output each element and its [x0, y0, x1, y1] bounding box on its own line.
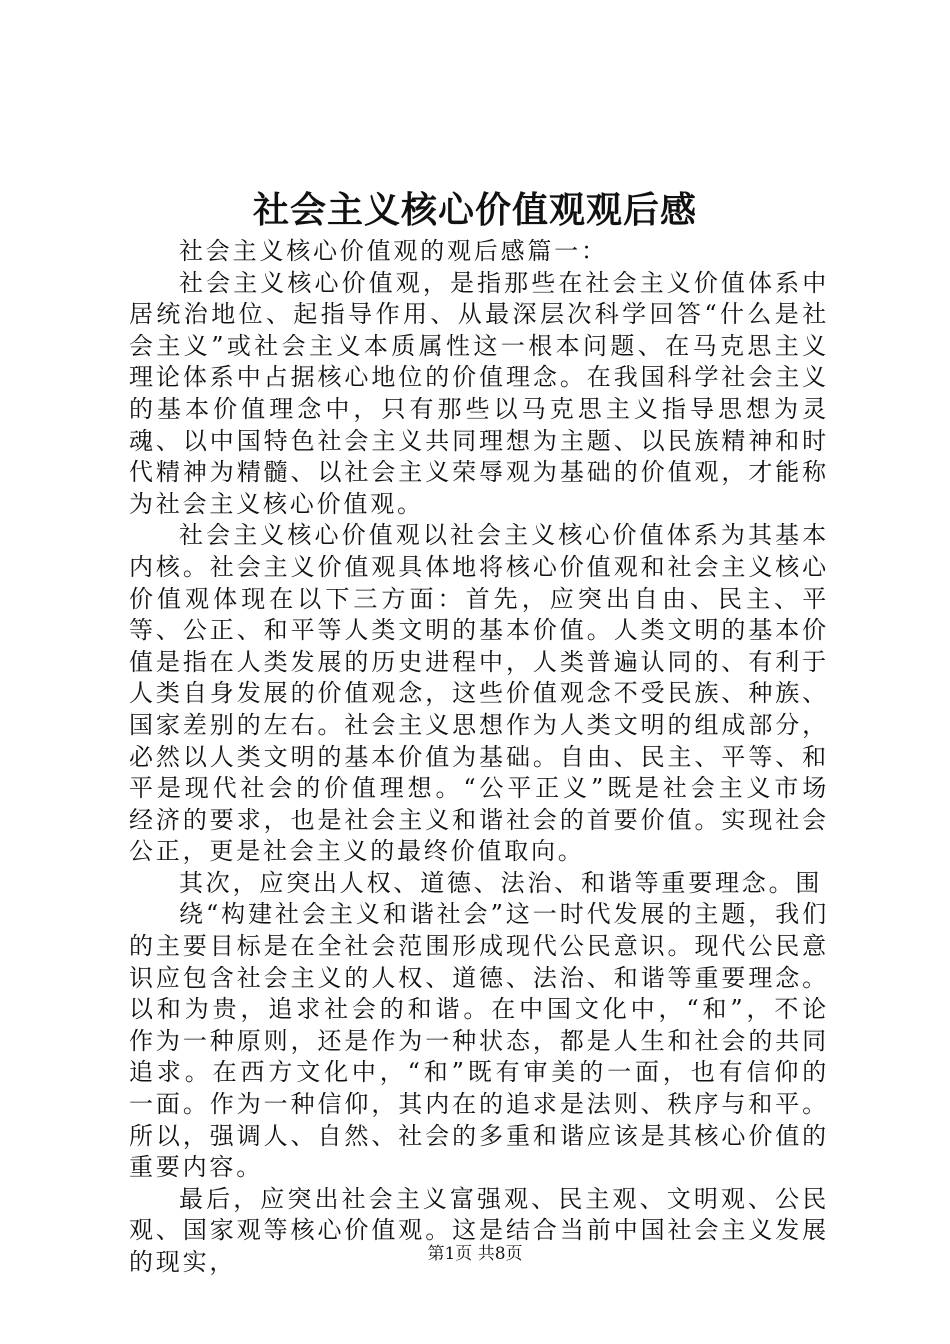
- paragraph-section-heading: 社会主义核心价值观的观后感篇一：: [179, 237, 608, 265]
- paragraph: 其次，应突出人权、道德、法治、和谐等重要理念。围: [179, 868, 823, 897]
- paragraph: 社会主义核心价值观，是指那些在社会主义价值体系中居统治地位、起指导作用、从最深层次科学回答“什么是社会主义”或社会主义本质属性这一根本问题、在马克思主义理论体系中占据核心地位的价值理念。在我国科学社会主义的基本价值理念中，只有那些以马克思主义指导思想为灵魂、以中国特色社会主义共同理想为主题、以民族精神和时代精神为精髓、以社会主义荣辱观为基础的价值观，才能称为社会主义核心价值观。: [129, 268, 829, 518]
- paragraph: 绕“构建社会主义和谐社会”这一时代发展的主题，我们的主要目标是在全社会范围形成现代公民意识。现代公民意识应包含社会主义的人权、道德、法治、和谐等重要理念。以和为贵，追求社会的和谐。在中国文化中，“和”，不论作为一种原则，还是作为一种状态，都是人生和社会的共同追求。在西方文化中，“和”既有审美的一面，也有信仰的一面。作为一种信仰，其内在的追求是法则、秩序与和平。所以，强调人、自然、社会的多重和谐应该是其核心价值的重要内容。: [129, 900, 829, 1182]
- page-footer: 第1页 共8页: [427, 1244, 523, 1264]
- document-title: 社会主义核心价值观观后感: [252, 189, 697, 231]
- document-body: [129, 236, 829, 1279]
- paragraph: 最后，应突出社会主义富强观、民主观、文明观、公民观、国家观等核心价值观。这是结合当前中国社会主义发展的现实，: [129, 1184, 829, 1276]
- paragraph: 社会主义核心价值观以社会主义核心价值体系为其基本内核。社会主义价值观具体地将核心价值观和社会主义核心价值观体现在以下三方面：首先，应突出自由、民主、平等、公正、和平等人类文明的基本价值。人类文明的基本价值是指在人类发展的历史进程中，人类普遍认同的、有利于人类自身发展的价值观念，这些价值观念不受民族、种族、国家差别的左右。社会主义思想作为人类文明的组成部分，必然以人类文明的基本价值为基础。自由、民主、平等、和平是现代社会的价值理想。“公平正义”既是社会主义市场经济的要求，也是社会主义和谐社会的首要价值。实现社会公正，更是社会主义的最终价值取向。: [129, 521, 829, 866]
